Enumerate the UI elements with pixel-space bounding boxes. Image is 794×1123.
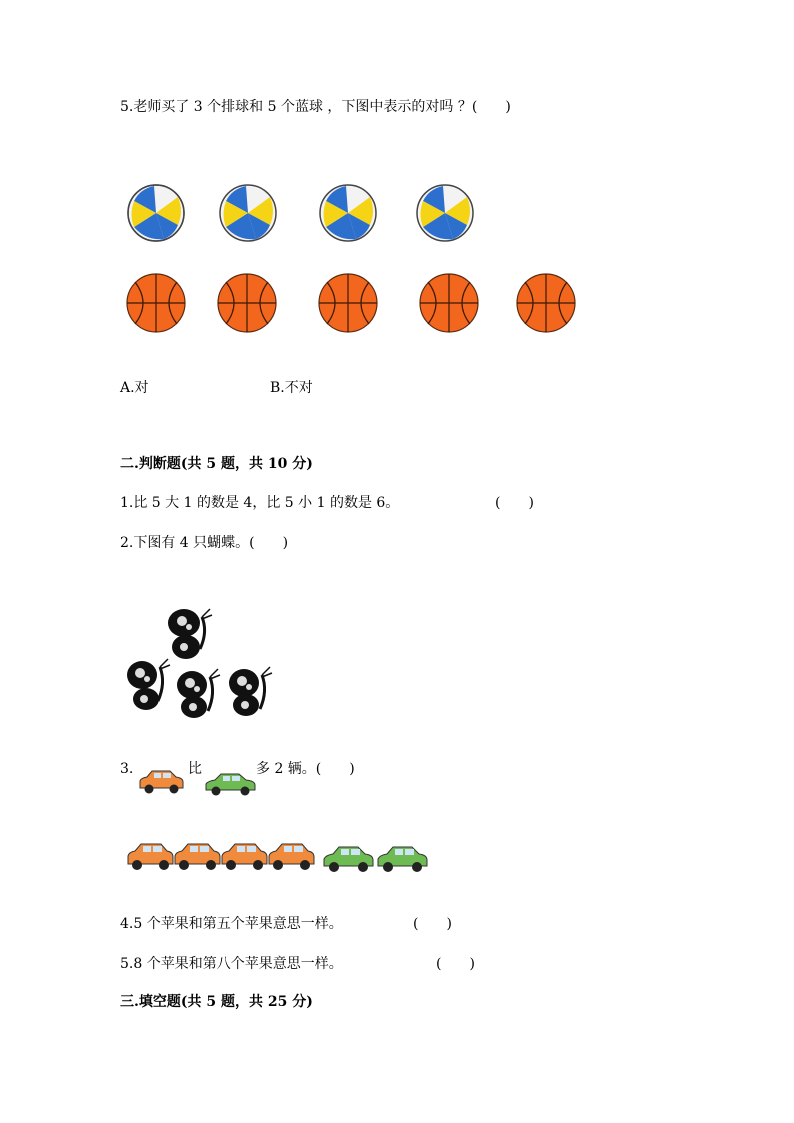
volleyball-icon [218,183,278,243]
judge-q3-bi: 比 [188,761,202,777]
judge-q2: 2.下图有 4 只蝴蝶。( ) [120,535,289,551]
cars-row [125,840,430,874]
judge-q5: 5.8 个苹果和第八个苹果意思一样。 [120,956,343,972]
basketball-icon [515,272,577,334]
judge-q3-text: 多 2 辆。( ) [256,761,355,777]
q5-stem: 5.老师买了 3 个排球和 5 个蓝球 ，下图中表示的对吗 ？( ) [120,99,511,115]
volleyball-icon [415,183,475,243]
section-heading-judgement: 二.判断题(共 5 题，共 10 分) [120,456,313,472]
orange-car-icon [222,844,267,870]
green-car-icon [324,847,373,872]
basketball-icon [317,272,379,334]
volleyball-icon [126,183,186,243]
orange-car-icon [269,844,314,870]
option-a[interactable]: A.对 [120,380,149,396]
basketball-icon [216,272,278,334]
green-car-icon [378,847,427,872]
butterflies-image [120,607,282,719]
judge-q4-answer[interactable]: ( ) [413,916,452,932]
basketball-icon [418,272,480,334]
volleyball-icon [318,183,378,243]
judge-q1-answer[interactable]: ( ) [495,495,534,511]
judge-q5-answer[interactable]: ( ) [436,956,475,972]
basketball-icon [125,272,187,334]
section-heading-fill-in: 三.填空题(共 5 题，共 25 分) [120,994,313,1010]
option-b[interactable]: B.不对 [270,380,313,396]
judge-q1: 1.比 5 大 1 的数是 4，比 5 小 1 的数是 6。 [120,495,400,511]
green-car-icon [203,772,257,798]
orange-car-icon [128,844,173,870]
judge-q3-number: 3. [120,761,134,777]
orange-car-icon [137,768,185,796]
judge-q4: 4.5 个苹果和第五个苹果意思一样。 [120,916,343,932]
orange-car-icon [175,844,220,870]
